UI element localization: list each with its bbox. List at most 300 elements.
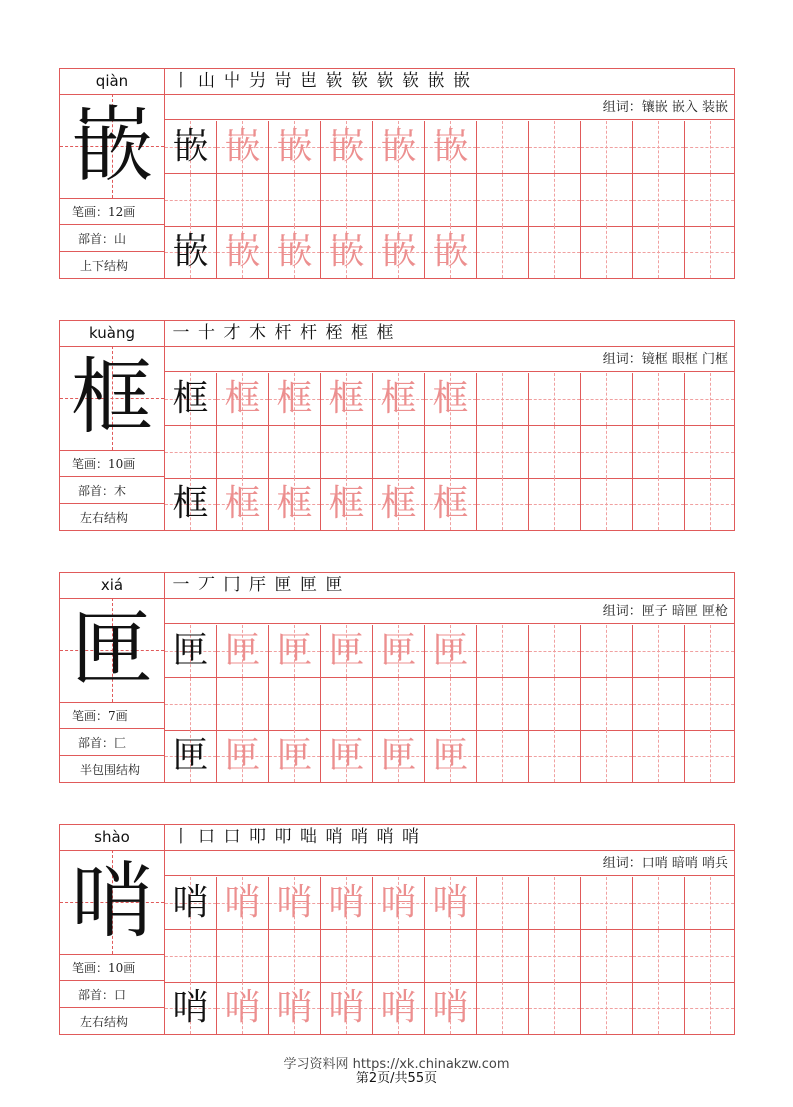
grid-guide-line: [242, 930, 243, 982]
writing-cell[interactable]: [165, 625, 217, 677]
writing-cell[interactable]: [165, 730, 217, 782]
stroke-step: 丆: [198, 575, 215, 595]
stroke-step: 岢: [274, 71, 292, 91]
writing-cell[interactable]: [165, 982, 217, 1034]
writing-cell[interactable]: [633, 121, 685, 173]
grid-guide-line: [502, 226, 503, 278]
writing-cell[interactable]: [321, 121, 373, 173]
stroke-order-row: [165, 69, 734, 95]
writing-cell[interactable]: [529, 678, 581, 730]
writing-cell[interactable]: [425, 678, 477, 730]
stroke-count-label: 笔画：10画: [60, 955, 164, 981]
grid-guide-line: [710, 426, 711, 478]
grid-guide-line: [190, 426, 191, 478]
writing-cell[interactable]: [425, 730, 477, 782]
grid-guide-line: [710, 226, 711, 278]
trace-character: 嵌: [276, 126, 313, 167]
writing-cell[interactable]: [477, 982, 529, 1034]
writing-cell[interactable]: [581, 930, 633, 982]
writing-cell[interactable]: [373, 174, 425, 226]
writing-cell[interactable]: [633, 625, 685, 677]
writing-cell[interactable]: [321, 226, 373, 278]
stroke-step: 叩: [274, 827, 292, 847]
writing-cell[interactable]: [633, 426, 685, 478]
writing-cell[interactable]: [581, 982, 633, 1034]
writing-cell[interactable]: [217, 226, 269, 278]
writing-cell[interactable]: [685, 174, 734, 226]
stroke-step: 冂: [223, 575, 241, 595]
writing-cell[interactable]: [269, 426, 321, 478]
writing-cell[interactable]: [217, 121, 269, 173]
writing-cell[interactable]: [321, 730, 373, 782]
writing-cell[interactable]: [373, 226, 425, 278]
writing-cell[interactable]: [321, 174, 373, 226]
writing-cell[interactable]: [581, 730, 633, 782]
trace-character: 匣: [380, 735, 417, 776]
writing-cell[interactable]: [373, 982, 425, 1034]
writing-cell[interactable]: [373, 877, 425, 929]
writing-cell[interactable]: [217, 174, 269, 226]
stroke-step: 咄: [300, 827, 317, 847]
writing-cell[interactable]: [633, 877, 685, 929]
writing-cell[interactable]: [685, 930, 734, 982]
grid-guide-line: [502, 478, 503, 530]
grid-guide-line: [554, 678, 555, 730]
grid-guide-line: [554, 982, 555, 1034]
writing-cell[interactable]: [269, 478, 321, 530]
writing-cell[interactable]: [321, 625, 373, 677]
grid-guide-line: [502, 426, 503, 478]
writing-cell[interactable]: [269, 982, 321, 1034]
writing-cell[interactable]: [217, 478, 269, 530]
grid-guide-line: [658, 174, 659, 226]
writing-cell[interactable]: [425, 625, 477, 677]
grid-guide-line: [606, 174, 607, 226]
grid-guide-line: [606, 982, 607, 1034]
writing-cell[interactable]: [321, 930, 373, 982]
writing-cell[interactable]: [165, 426, 217, 478]
practice-row: [165, 625, 734, 678]
pinyin-label: kuàng: [60, 321, 164, 347]
character-block: [59, 824, 735, 1035]
grid-guide-line: [554, 373, 555, 425]
trace-character: 匣: [224, 630, 261, 671]
stroke-step: 匣: [274, 575, 292, 595]
writing-cell[interactable]: [269, 678, 321, 730]
writing-cell[interactable]: [685, 426, 734, 478]
stroke-step: 框: [376, 323, 394, 343]
trace-character: 嵌: [432, 126, 469, 167]
writing-cell[interactable]: [165, 478, 217, 530]
structure-label: 上下结构: [80, 259, 129, 273]
writing-cell[interactable]: [373, 625, 425, 677]
grid-guide-line: [658, 877, 659, 929]
writing-cell[interactable]: [477, 730, 529, 782]
grid-guide-line: [710, 730, 711, 782]
trace-character: 嵌: [380, 126, 417, 167]
stroke-step: 匣: [300, 575, 317, 595]
writing-cell[interactable]: [373, 730, 425, 782]
writing-cell[interactable]: [633, 478, 685, 530]
large-character-box: [60, 850, 164, 955]
writing-cell[interactable]: [581, 226, 633, 278]
writing-cell[interactable]: [217, 426, 269, 478]
writing-cell[interactable]: [581, 625, 633, 677]
writing-cell[interactable]: [477, 678, 529, 730]
writing-cell[interactable]: [217, 625, 269, 677]
stroke-step: 厈: [249, 575, 266, 595]
writing-cell[interactable]: [581, 877, 633, 929]
writing-cell[interactable]: [425, 121, 477, 173]
character-block: [59, 320, 735, 531]
writing-cell[interactable]: [477, 877, 529, 929]
radical-label: 部首：木: [60, 478, 164, 504]
trace-character: 框: [328, 378, 365, 419]
writing-cell[interactable]: [269, 121, 321, 173]
writing-cell[interactable]: [165, 373, 217, 425]
grid-guide-line: [554, 625, 555, 677]
trace-character: 匣: [276, 735, 313, 776]
grid-guide-line: [450, 174, 451, 226]
character-info-column: [60, 573, 165, 782]
writing-cell[interactable]: [425, 426, 477, 478]
writing-cell[interactable]: [321, 373, 373, 425]
writing-cell[interactable]: [425, 373, 477, 425]
writing-cell[interactable]: [477, 478, 529, 530]
stroke-step: 一: [172, 323, 190, 343]
grid-guide-line: [554, 478, 555, 530]
writing-cell[interactable]: [321, 877, 373, 929]
model-character: 嵌: [172, 126, 209, 167]
writing-cell[interactable]: [581, 373, 633, 425]
grid-guide-line: [658, 373, 659, 425]
trace-character: 嵌: [224, 231, 261, 272]
writing-cell[interactable]: [217, 730, 269, 782]
grid-guide-line: [190, 930, 191, 982]
grid-guide-line: [450, 426, 451, 478]
writing-cell[interactable]: [373, 426, 425, 478]
watermark-text: 学习资料网 https://xk.chinakzw.com: [283, 1057, 510, 1072]
grid-guide-line: [710, 625, 711, 677]
grid-guide-line: [710, 982, 711, 1034]
grid-guide-line: [606, 930, 607, 982]
writing-cell[interactable]: [477, 625, 529, 677]
trace-character: 哨: [432, 882, 469, 923]
stroke-step: 嵌: [427, 71, 445, 91]
writing-cell[interactable]: [321, 426, 373, 478]
writing-cell[interactable]: [321, 982, 373, 1034]
writing-cell[interactable]: [529, 625, 581, 677]
stroke-step: 屶: [249, 71, 266, 91]
stroke-step: 口: [223, 827, 241, 847]
stroke-step: 匣: [325, 575, 343, 595]
writing-cell[interactable]: [217, 930, 269, 982]
model-character: 框: [172, 378, 209, 419]
writing-cell[interactable]: [165, 174, 217, 226]
practice-row: [165, 877, 734, 930]
trace-character: 嵌: [328, 231, 365, 272]
practice-row: [165, 478, 734, 530]
writing-cell[interactable]: [581, 426, 633, 478]
word-examples: 组词：口哨 暗哨 哨兵: [165, 851, 734, 876]
large-character: 匣: [70, 602, 153, 697]
grid-guide-line: [190, 174, 191, 226]
writing-cell[interactable]: [685, 226, 734, 278]
grid-guide-line: [398, 678, 399, 730]
radical-label: 部首：山: [60, 226, 164, 252]
structure-label: 半包围结构: [80, 763, 141, 777]
trace-character: 哨: [276, 987, 313, 1028]
trace-character: 匣: [432, 735, 469, 776]
grid-guide-line: [398, 426, 399, 478]
grid-guide-line: [502, 373, 503, 425]
grid-guide-line: [606, 730, 607, 782]
writing-cell[interactable]: [373, 930, 425, 982]
writing-cell[interactable]: [425, 174, 477, 226]
grid-guide-line: [502, 982, 503, 1034]
stroke-order-row: [165, 321, 734, 347]
grid-guide-line: [710, 373, 711, 425]
stroke-step: 岜: [300, 71, 317, 91]
writing-cell[interactable]: [581, 121, 633, 173]
writing-cell[interactable]: [269, 226, 321, 278]
writing-cell[interactable]: [269, 373, 321, 425]
trace-character: 嵌: [276, 231, 313, 272]
writing-cell[interactable]: [425, 226, 477, 278]
writing-cell[interactable]: [165, 678, 217, 730]
writing-cell[interactable]: [685, 982, 734, 1034]
grid-guide-line: [554, 226, 555, 278]
writing-cell[interactable]: [425, 982, 477, 1034]
writing-cell[interactable]: [529, 426, 581, 478]
writing-cell[interactable]: [685, 877, 734, 929]
trace-character: 哨: [380, 987, 417, 1028]
trace-character: 框: [328, 483, 365, 524]
word-examples: 组词：镜框 眼框 门框: [165, 347, 734, 372]
stroke-step: 屮: [223, 71, 241, 91]
grid-guide-line: [398, 174, 399, 226]
writing-cell[interactable]: [321, 678, 373, 730]
writing-cell[interactable]: [165, 226, 217, 278]
writing-cell[interactable]: [529, 877, 581, 929]
writing-cell[interactable]: [373, 678, 425, 730]
grid-guide-line: [554, 877, 555, 929]
trace-character: 嵌: [328, 126, 365, 167]
writing-cell[interactable]: [529, 478, 581, 530]
grid-guide-line: [554, 930, 555, 982]
writing-cell[interactable]: [165, 121, 217, 173]
trace-character: 嵌: [432, 231, 469, 272]
writing-cell[interactable]: [477, 930, 529, 982]
word-examples: 组词：匣子 暗匣 匣枪: [165, 599, 734, 624]
writing-cell[interactable]: [269, 930, 321, 982]
practice-row: [165, 730, 734, 782]
model-character: 匣: [172, 630, 209, 671]
writing-cell[interactable]: [529, 373, 581, 425]
trace-character: 嵌: [224, 126, 261, 167]
model-character: 哨: [172, 987, 209, 1028]
blank-practice-row: [165, 174, 734, 227]
writing-cell[interactable]: [685, 121, 734, 173]
writing-cell[interactable]: [425, 930, 477, 982]
writing-cell[interactable]: [529, 226, 581, 278]
grid-guide-line: [190, 678, 191, 730]
writing-cell[interactable]: [685, 678, 734, 730]
trace-character: 框: [380, 378, 417, 419]
writing-cell[interactable]: [477, 373, 529, 425]
stroke-step: 口: [198, 827, 215, 847]
pinyin-label: xiá: [60, 573, 164, 599]
grid-guide-line: [710, 478, 711, 530]
grid-guide-line: [710, 174, 711, 226]
grid-guide-line: [658, 625, 659, 677]
grid-guide-line: [606, 625, 607, 677]
writing-cell[interactable]: [217, 373, 269, 425]
blank-practice-row: [165, 426, 734, 479]
stroke-step: 才: [223, 323, 241, 343]
trace-character: 匣: [328, 630, 365, 671]
stroke-step: 一: [172, 575, 190, 595]
stroke-step: 框: [351, 323, 368, 343]
stroke-step: 杆: [274, 323, 292, 343]
large-character: 哨: [70, 854, 153, 949]
practice-row: [165, 982, 734, 1034]
trace-character: 框: [276, 483, 313, 524]
writing-cell[interactable]: [633, 930, 685, 982]
writing-cell[interactable]: [529, 121, 581, 173]
writing-cell[interactable]: [685, 730, 734, 782]
writing-cell[interactable]: [477, 174, 529, 226]
large-character: 嵌: [70, 98, 153, 193]
writing-cell[interactable]: [685, 373, 734, 425]
writing-cell[interactable]: [685, 478, 734, 530]
character-block: [59, 68, 735, 279]
writing-cell[interactable]: [633, 174, 685, 226]
writing-cell[interactable]: [165, 930, 217, 982]
grid-guide-line: [294, 174, 295, 226]
writing-cell[interactable]: [425, 478, 477, 530]
writing-cell[interactable]: [269, 877, 321, 929]
grid-guide-line: [346, 426, 347, 478]
character-info-column: [60, 825, 165, 1034]
stroke-step: 杆: [300, 323, 317, 343]
writing-cell[interactable]: [529, 930, 581, 982]
grid-guide-line: [606, 426, 607, 478]
trace-character: 哨: [276, 882, 313, 923]
writing-cell[interactable]: [529, 730, 581, 782]
writing-cell[interactable]: [477, 426, 529, 478]
grid-guide-line: [554, 730, 555, 782]
stroke-step: 嵚: [402, 71, 419, 91]
grid-guide-line: [242, 678, 243, 730]
trace-character: 嵌: [380, 231, 417, 272]
pinyin-label: shào: [60, 825, 164, 851]
practice-row: [165, 226, 734, 278]
practice-row: [165, 373, 734, 426]
trace-character: 框: [432, 483, 469, 524]
writing-cell[interactable]: [373, 373, 425, 425]
grid-guide-line: [346, 930, 347, 982]
grid-guide-line: [554, 426, 555, 478]
grid-guide-line: [294, 930, 295, 982]
grid-guide-line: [658, 426, 659, 478]
trace-character: 框: [432, 378, 469, 419]
writing-cell[interactable]: [633, 982, 685, 1034]
trace-character: 匣: [380, 630, 417, 671]
writing-cell[interactable]: [217, 982, 269, 1034]
stroke-step: 哨: [325, 827, 343, 847]
stroke-step: 丨: [172, 827, 190, 847]
writing-cell[interactable]: [581, 478, 633, 530]
writing-cell[interactable]: [477, 226, 529, 278]
writing-cell[interactable]: [269, 730, 321, 782]
writing-cell[interactable]: [633, 226, 685, 278]
trace-character: 匣: [432, 630, 469, 671]
writing-cell[interactable]: [529, 174, 581, 226]
stroke-step: 十: [198, 323, 215, 343]
grid-guide-line: [710, 930, 711, 982]
stroke-count-label: 笔画：7画: [60, 703, 164, 729]
writing-cell[interactable]: [633, 373, 685, 425]
writing-cell[interactable]: [425, 877, 477, 929]
grid-guide-line: [294, 678, 295, 730]
writing-cell[interactable]: [529, 982, 581, 1034]
writing-cell[interactable]: [581, 174, 633, 226]
grid-guide-line: [606, 478, 607, 530]
model-character: 匣: [172, 735, 209, 776]
writing-cell[interactable]: [217, 678, 269, 730]
writing-cell[interactable]: [373, 478, 425, 530]
grid-guide-line: [502, 625, 503, 677]
writing-cell[interactable]: [373, 121, 425, 173]
grid-guide-line: [658, 121, 659, 173]
trace-character: 框: [224, 483, 261, 524]
model-character: 框: [172, 483, 209, 524]
writing-cell[interactable]: [477, 121, 529, 173]
writing-cell[interactable]: [269, 625, 321, 677]
grid-guide-line: [606, 877, 607, 929]
grid-guide-line: [658, 478, 659, 530]
writing-cell[interactable]: [217, 877, 269, 929]
character-block: [59, 572, 735, 783]
grid-guide-line: [502, 730, 503, 782]
writing-cell[interactable]: [581, 678, 633, 730]
trace-character: 框: [224, 378, 261, 419]
character-info-column: [60, 321, 165, 530]
writing-cell[interactable]: [633, 730, 685, 782]
trace-character: 哨: [432, 987, 469, 1028]
writing-cell[interactable]: [269, 174, 321, 226]
grid-guide-line: [502, 930, 503, 982]
trace-character: 哨: [380, 882, 417, 923]
trace-character: 框: [380, 483, 417, 524]
grid-guide-line: [710, 678, 711, 730]
stroke-count-label: 笔画：10画: [60, 451, 164, 477]
stroke-step: 哨: [402, 827, 419, 847]
trace-character: 哨: [328, 882, 365, 923]
writing-cell[interactable]: [633, 678, 685, 730]
writing-cell[interactable]: [165, 877, 217, 929]
grid-guide-line: [346, 174, 347, 226]
practice-row: [165, 121, 734, 174]
grid-guide-line: [606, 678, 607, 730]
trace-character: 哨: [224, 882, 261, 923]
writing-cell[interactable]: [321, 478, 373, 530]
grid-guide-line: [658, 930, 659, 982]
word-examples: 组词：镶嵌 嵌入 装嵌: [165, 95, 734, 120]
writing-cell[interactable]: [685, 625, 734, 677]
grid-guide-line: [502, 174, 503, 226]
